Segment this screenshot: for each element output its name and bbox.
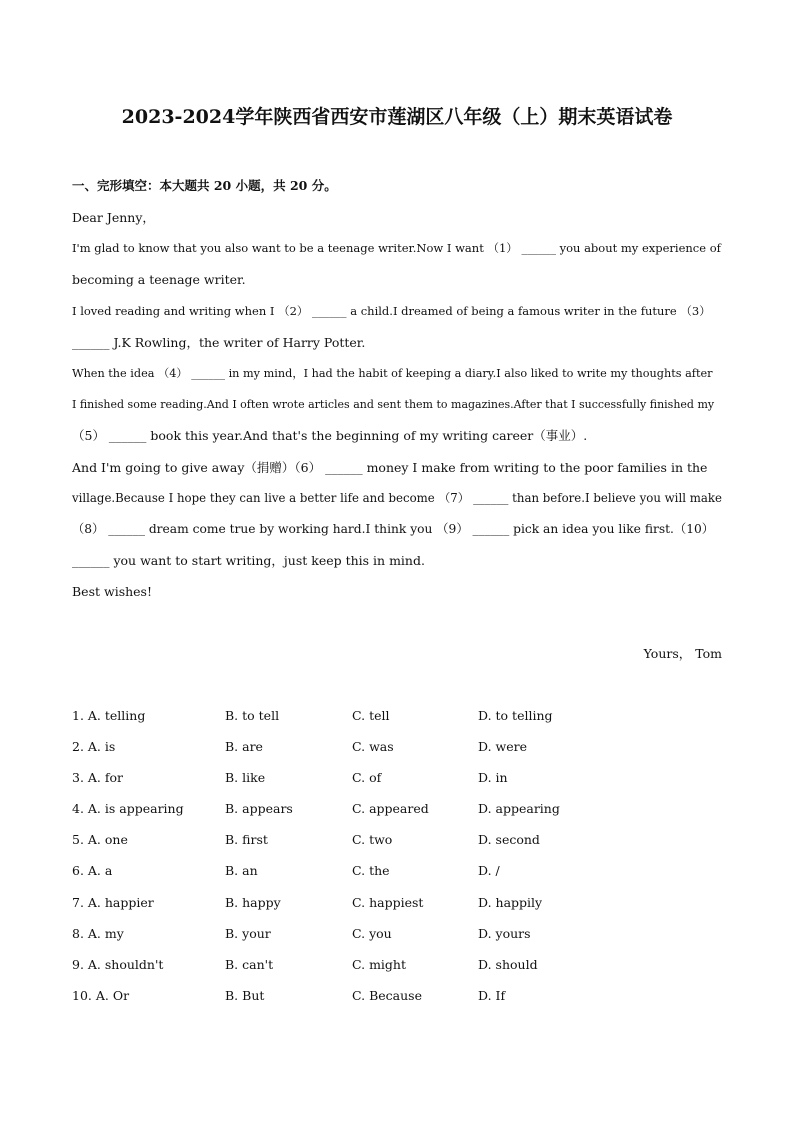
letter-signoff: Yours， Tom <box>643 646 722 661</box>
passage-line: village.Because I hope they can live a better life and become （7） ______ than before.I believe you will make <box>72 490 722 505</box>
option-c: C. Because <box>352 987 422 1003</box>
option-d: D. yours <box>478 925 531 941</box>
question-row <box>72 824 722 855</box>
option-a: 6. A. a <box>72 863 113 879</box>
option-d: D. in <box>478 770 508 786</box>
option-c: C. the <box>352 863 390 879</box>
option-b: B. appears <box>225 801 293 817</box>
passage-line: ______ J.K Rowling，the writer of Harry Potter. <box>72 334 366 350</box>
question-row <box>72 700 722 731</box>
question-row <box>72 855 722 886</box>
passage-line: I loved reading and writing when I （2） ______ a child.I dreamed of being a famous writer in the future （3） <box>72 303 711 318</box>
option-c: C. appeared <box>352 801 429 817</box>
option-a: 9. A. shouldn't <box>72 956 164 972</box>
option-d: D. / <box>478 863 500 879</box>
question-row <box>72 793 722 824</box>
question-row <box>72 949 722 980</box>
option-c: C. two <box>352 832 393 848</box>
option-d: D. second <box>478 832 540 848</box>
option-a: 10. A. Or <box>72 987 130 1003</box>
option-c: C. tell <box>352 708 390 723</box>
option-a: 2. A. is <box>72 739 116 755</box>
question-row <box>72 918 722 949</box>
option-b: B. your <box>225 925 271 941</box>
option-c: C. was <box>352 739 394 755</box>
passage-line: And I'm going to give away（捐赠）（6） ______ money I make from writing to the poor families in the <box>72 459 708 475</box>
option-c: C. happiest <box>352 894 424 910</box>
passage-line: I'm glad to know that you also want to be a teenage writer.Now I want （1） ______ you about my experience of <box>72 241 721 256</box>
option-b: B. like <box>225 770 266 786</box>
passage-line: ______ you want to start writing，just keep this in mind. <box>72 553 425 569</box>
option-a: 5. A. one <box>72 832 128 848</box>
option-b: B. happy <box>225 894 281 910</box>
option-d: D. were <box>478 739 527 755</box>
passage-line: Dear Jenny， <box>72 210 155 225</box>
option-d: D. If <box>478 987 506 1003</box>
question-row <box>72 762 722 793</box>
passage-line: （8） ______ dream come true by working hard.I think you （9） ______ pick an idea you like first.（10） <box>72 521 715 536</box>
option-d: D. happily <box>478 894 543 910</box>
option-d: D. appearing <box>478 801 560 817</box>
question-row <box>72 731 722 762</box>
section-heading: 一、完形填空：本大题共 20 小题，共 20 分。 <box>72 178 337 193</box>
option-b: B. an <box>225 863 258 879</box>
option-a: 4. A. is appearing <box>72 801 184 817</box>
option-c: C. of <box>352 770 382 786</box>
exam-title: 2023-2024学年陕西省西安市莲湖区八年级（上）期末英语试卷 <box>121 106 673 128</box>
passage-line: Best wishes! <box>72 584 152 600</box>
option-b: B. are <box>225 739 263 755</box>
option-b: B. to tell <box>225 708 280 723</box>
question-row <box>72 980 722 1011</box>
option-c: C. you <box>352 925 392 941</box>
passage-line: I finished some reading.And I often wrote articles and sent them to magazines.After that I successfully finished my <box>72 398 715 412</box>
passage-line: When the idea （4） ______ in my mind，I had the habit of keeping a diary.I also liked to write my thoughts after <box>72 366 713 380</box>
option-d: D. to telling <box>478 708 553 723</box>
question-row <box>72 887 722 918</box>
option-b: B. can't <box>225 956 274 972</box>
option-a: 3. A. for <box>72 770 124 786</box>
option-a: 8. A. my <box>72 925 124 941</box>
option-a: 1. A. telling <box>72 708 146 723</box>
option-c: C. might <box>352 956 406 972</box>
cloze-passage <box>72 202 724 607</box>
passage-line: （5） ______ book this year.And that's the beginning of my writing career（事业）. <box>72 428 588 444</box>
answer-options <box>72 700 722 1011</box>
option-b: B. But <box>225 987 265 1003</box>
option-b: B. first <box>225 832 268 848</box>
option-a: 7. A. happier <box>72 894 154 910</box>
passage-line: becoming a teenage writer. <box>72 272 246 288</box>
option-d: D. should <box>478 956 538 972</box>
